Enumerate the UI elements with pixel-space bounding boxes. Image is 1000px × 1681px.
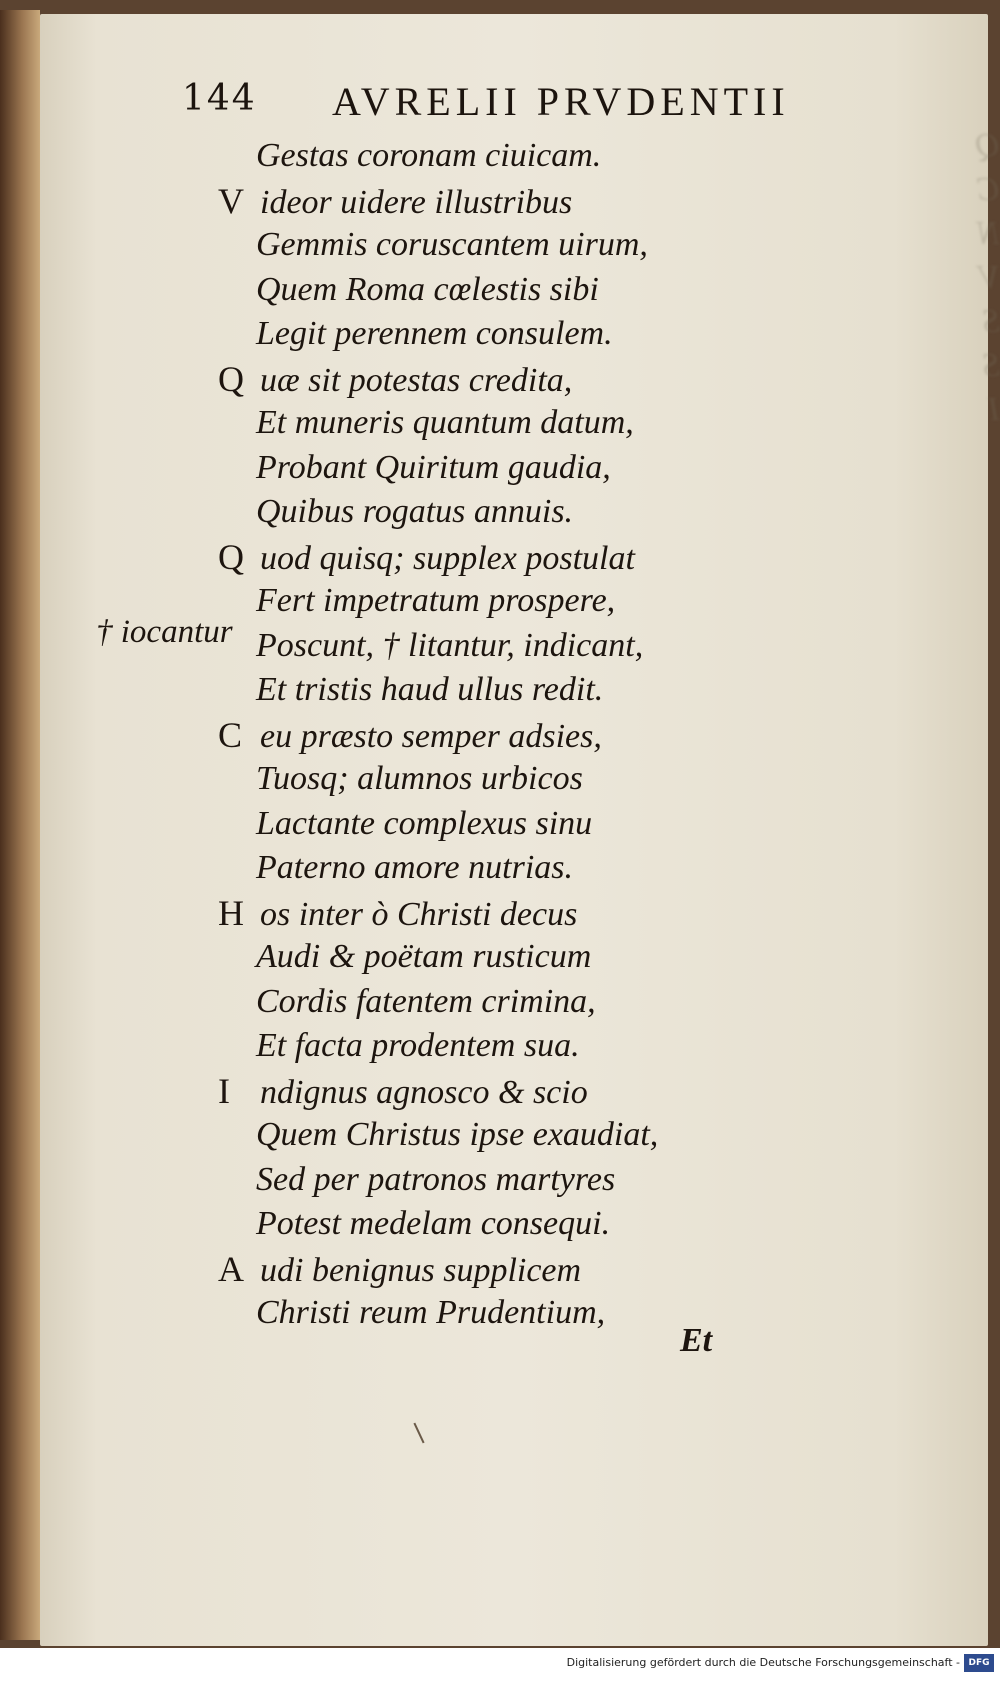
verse-initial: C bbox=[218, 714, 243, 755]
verse-initial: A bbox=[218, 1248, 244, 1289]
verse-line bbox=[256, 223, 648, 267]
verse-text: Quem Christus ipse exaudiat, bbox=[256, 1116, 659, 1153]
verse-text: Fert impetratum prospere, bbox=[256, 582, 616, 619]
verse-text: os inter ò Christi decus bbox=[260, 895, 578, 933]
verse-initial: H bbox=[218, 892, 244, 933]
verse-initial: V bbox=[218, 180, 244, 221]
running-title: AVRELII PRVDENTII bbox=[332, 79, 790, 124]
running-head bbox=[182, 78, 882, 128]
verse-text: Quibus rogatus annuis. bbox=[256, 493, 574, 530]
verse-text: Et facta prodentem sua. bbox=[256, 1027, 580, 1064]
verse-text: uæ sit potestas credita, bbox=[260, 361, 573, 399]
verse-line bbox=[218, 1069, 588, 1113]
verse-line bbox=[256, 980, 596, 1024]
verse-text: Poscunt, † litantur, indicant, bbox=[256, 626, 644, 664]
verse-line bbox=[218, 1247, 581, 1291]
digitization-footer bbox=[0, 1648, 1000, 1681]
verse-text: Lactante complexus sinu bbox=[256, 804, 593, 842]
verse-text: Gemmis coruscantem uirum, bbox=[256, 226, 648, 263]
verse-line bbox=[256, 490, 573, 534]
verse-text: Potest medelam consequi. bbox=[256, 1205, 611, 1242]
verse-text: Cordis fatentem crimina, bbox=[256, 982, 596, 1020]
verse-line bbox=[218, 891, 577, 935]
verse-initial: Q bbox=[218, 536, 244, 577]
verse-line bbox=[218, 357, 572, 401]
verse-line bbox=[256, 579, 615, 623]
verse-text: udi benignus supplicem bbox=[260, 1251, 582, 1289]
verse-line bbox=[256, 268, 599, 312]
verse-text: Quem Roma cœlestis sibi bbox=[256, 270, 599, 308]
verse-text: Legit perennem consulem. bbox=[256, 315, 613, 352]
page-number: 144 bbox=[182, 78, 257, 119]
verse-text: eu præsto semper adsies, bbox=[260, 717, 602, 755]
verse-text: Sed per patronos martyres bbox=[256, 1160, 616, 1198]
verse-line bbox=[256, 1113, 658, 1157]
dfg-logo: DFG bbox=[964, 1654, 994, 1672]
verse-line bbox=[256, 1291, 605, 1335]
verse-line bbox=[218, 179, 572, 223]
verse-text: uod quisq; supplex postulat bbox=[260, 539, 635, 577]
verse-text: Tuosq; alumnos urbicos bbox=[256, 760, 583, 797]
verse-text: ndignus agnosco & scio bbox=[260, 1073, 588, 1111]
book-binding-edge bbox=[0, 10, 40, 1640]
verse-initial: Q bbox=[218, 358, 244, 399]
verse-line bbox=[256, 1202, 610, 1246]
verse-text: Gestas coronam ciuicam. bbox=[256, 137, 602, 174]
verse-line bbox=[256, 624, 643, 668]
verse-line bbox=[256, 1158, 615, 1202]
verse-text: Probant Quiritum gaudia, bbox=[256, 448, 611, 486]
verse-line bbox=[256, 312, 613, 356]
verse-line bbox=[256, 757, 583, 801]
verse-line bbox=[218, 535, 635, 579]
verse-text: Christi reum Prudentium, bbox=[256, 1294, 606, 1331]
verse-initial: I bbox=[218, 1070, 230, 1111]
verse-line bbox=[218, 713, 602, 757]
footer-credit: Digitalisierung gefördert durch die Deutsche Forschungsgemeinschaft - bbox=[566, 1656, 960, 1669]
margin-note: † iocantur bbox=[96, 614, 233, 650]
verse-text: Paterno amore nutrias. bbox=[256, 849, 574, 886]
ink-mark bbox=[413, 1423, 424, 1444]
verse-line bbox=[256, 802, 592, 846]
verse-line bbox=[256, 134, 601, 178]
verse-line bbox=[256, 401, 634, 445]
verse-line bbox=[256, 1024, 580, 1068]
catchword: Et bbox=[680, 1322, 713, 1359]
verse-line bbox=[256, 935, 591, 979]
bleed-through-text: Q C N V S S I bbox=[975, 127, 1000, 428]
verse-text: Et muneris quantum datum, bbox=[256, 404, 634, 441]
verse-line bbox=[256, 446, 611, 490]
verse-text: Audi & poëtam rusticum bbox=[256, 938, 592, 975]
book-page bbox=[40, 14, 1000, 1646]
verse-text: ideor uidere illustribus bbox=[260, 183, 573, 221]
verse-line bbox=[256, 846, 573, 890]
verse-line bbox=[256, 668, 603, 712]
verse-text: Et tristis haud ullus redit. bbox=[256, 671, 604, 708]
